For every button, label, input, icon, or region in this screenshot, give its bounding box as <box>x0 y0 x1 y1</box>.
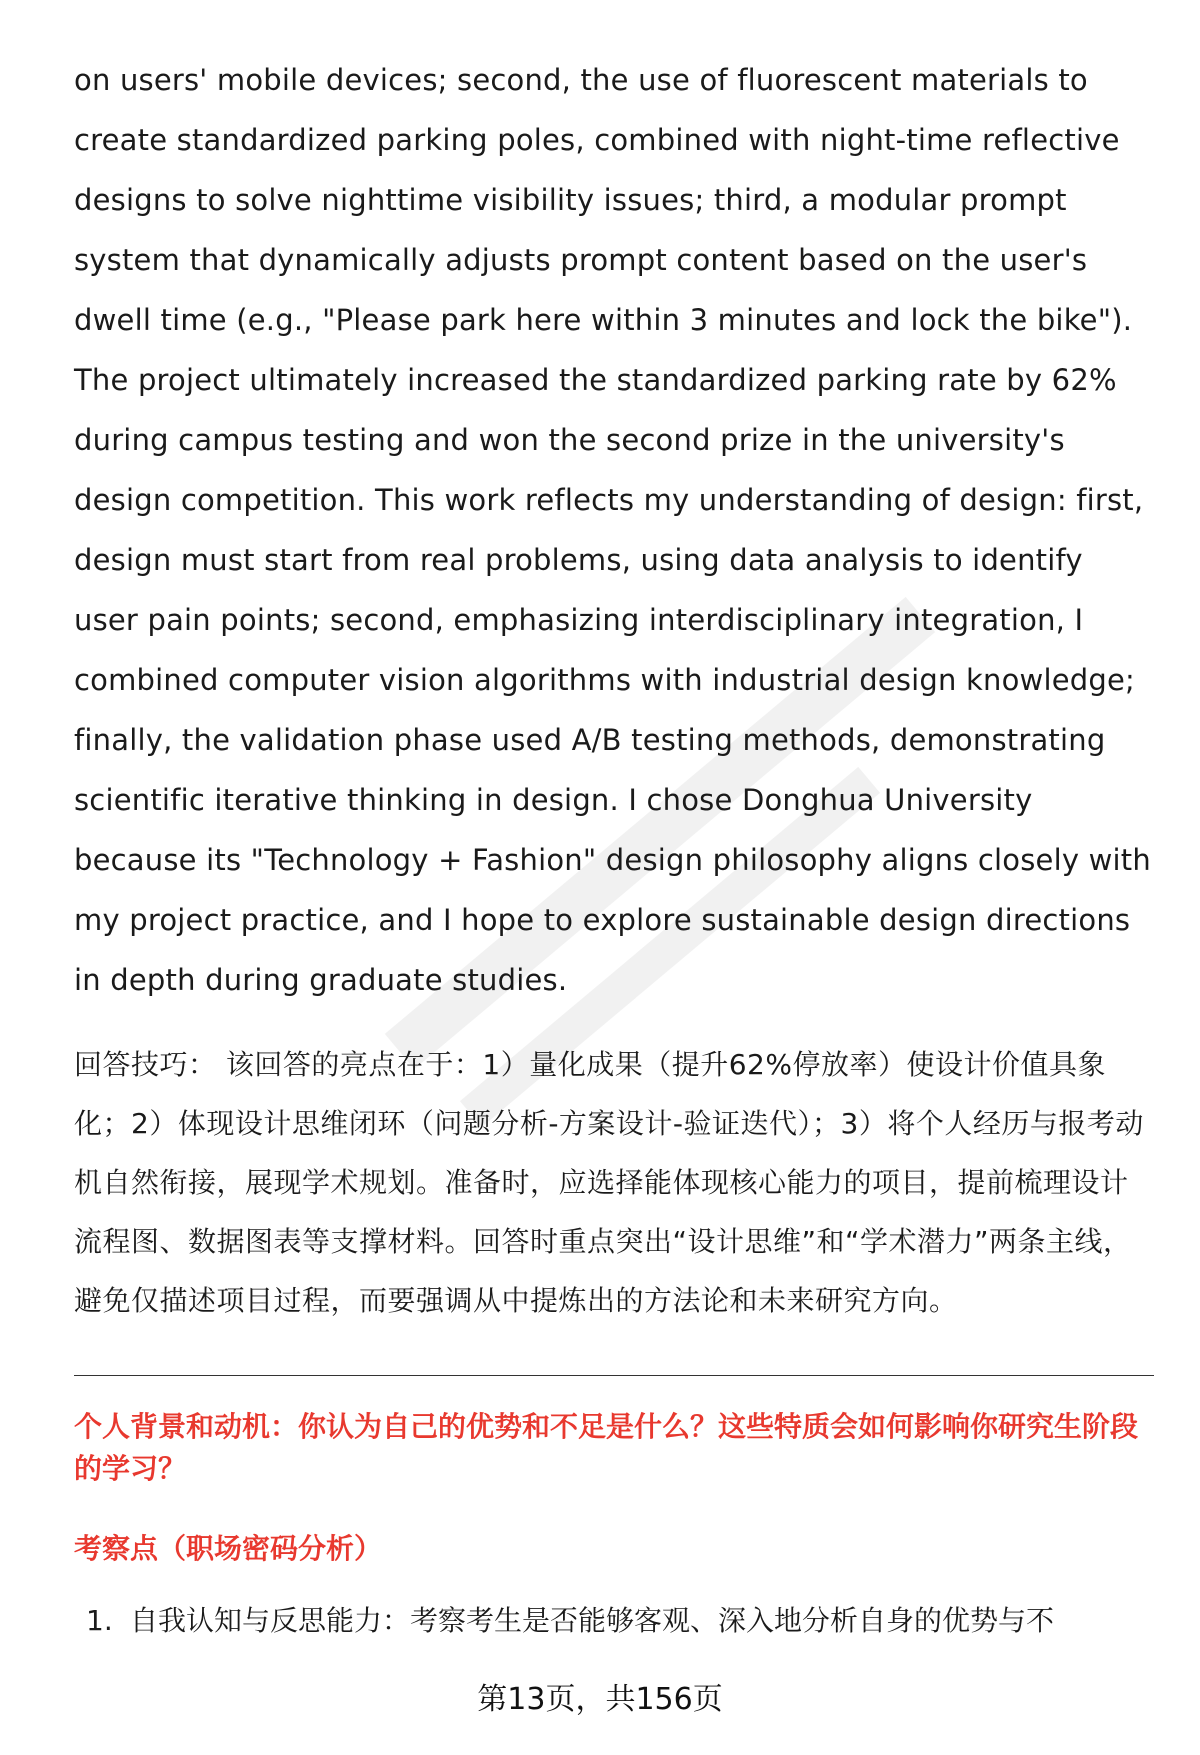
page-content <box>74 50 1154 1642</box>
list-item <box>86 1600 1154 1642</box>
answer-paragraph: on users' mobile devices; second, the use of fluorescent materials to create standardized parking poles, combined with night-time reflective designs to solve nighttime visibility issues; third, a modular prompt system that dynamically adjusts prompt content based on the user's dwell time (e.g., "Please park here within 3 minutes and lock the bike"). The project ultimately increased the standardized parking rate by 62% during campus testing and won the second prize in the university's design competition. This work reflects my understanding of design: first, design must start from real problems, using data analysis to identify user pain points; second, emphasizing interdisciplinary integration, I combined computer vision algorithms with industrial design knowledge; finally, the validation phase used A/B testing methods, demonstrating scientific iterative thinking in design. I chose Donghua University because its "Technology + Fashion" design philosophy aligns closely with my project practice, and I hope to explore sustainable design directions in depth during graduate studies. <box>74 63 1151 997</box>
list-item-text: 自我认知与反思能力：考察考生是否能够客观、深入地分析自身的优势与不 <box>130 1604 1055 1637</box>
page-footer: 第13页，共156页 <box>477 1682 723 1717</box>
list-item-number: 1. <box>86 1604 113 1637</box>
answer-tips-paragraph: 回答技巧： 该回答的亮点在于：1）量化成果（提升62%停放率）使设计价值具象化；2）体现设计思维闭环（问题分析-方案设计-验证迭代）；3）将个人经历与报考动机自然衔接，展现学术规划。准备时，应选择能体现核心能力的项目，提前梳理设计流程图、数据图表等支撑材料。回答时重点突出“设计思维”和“学术潜力”两条主线，避免仅描述项目过程，而要强调从中提炼出的方法论和未来研究方向。 <box>74 1048 1144 1317</box>
question-title: 个人背景和动机：你认为自己的优势和不足是什么？这些特质会如何影响你研究生阶段的学习？ <box>74 1410 1139 1485</box>
assessment-points-title: 考察点（职场密码分析） <box>74 1532 383 1565</box>
section-divider <box>74 1375 1154 1376</box>
